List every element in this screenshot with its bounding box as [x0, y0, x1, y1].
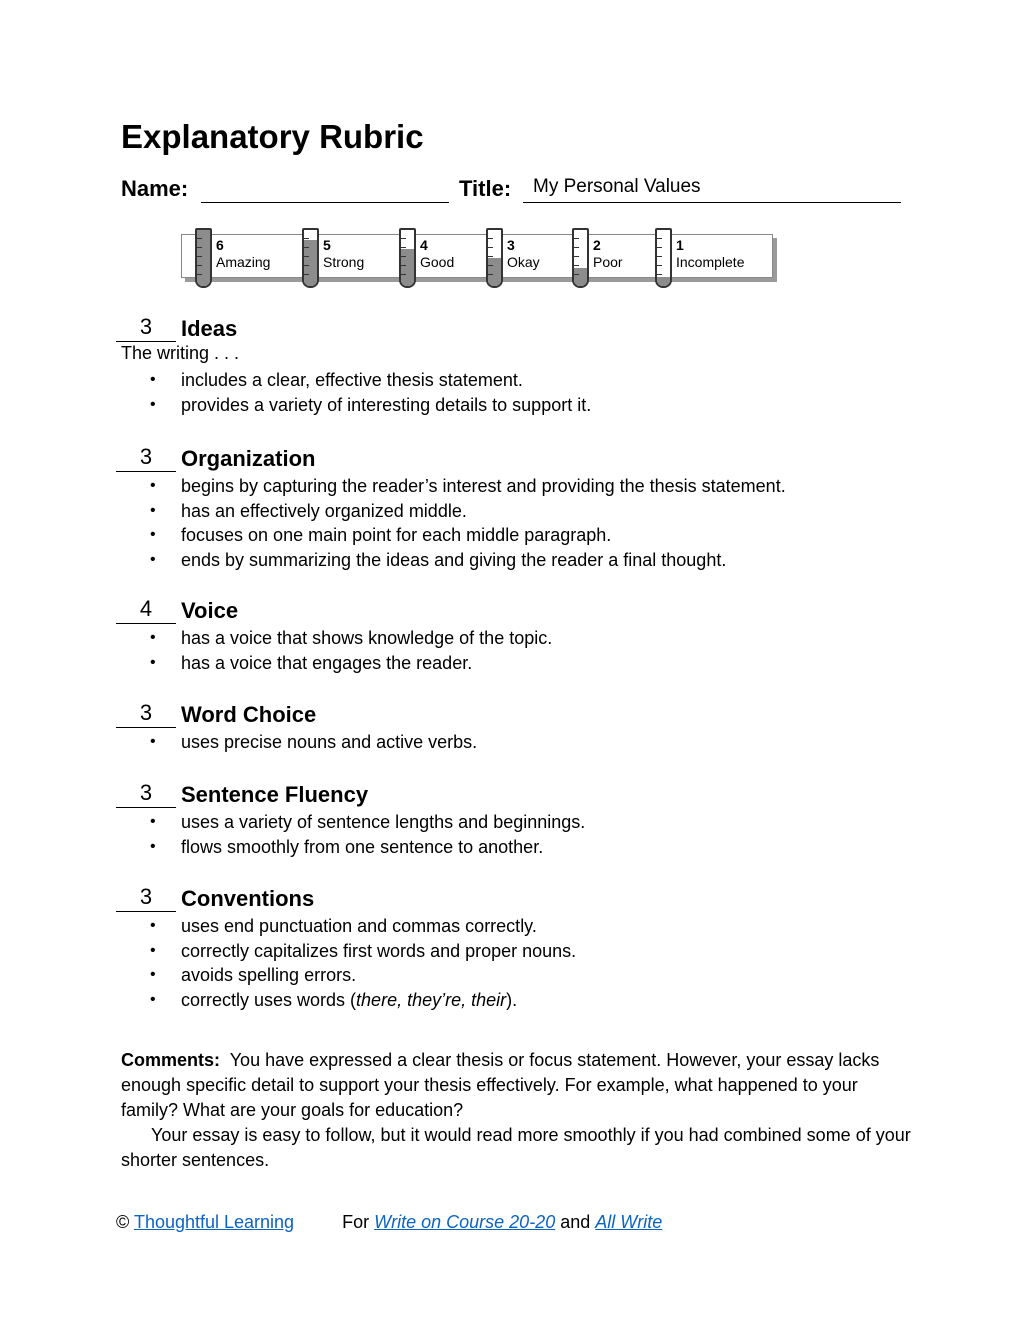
thermometer-icon: [655, 228, 672, 288]
rating-number: 4: [420, 237, 428, 253]
title-field[interactable]: [523, 202, 901, 203]
criteria-item: [116, 939, 576, 964]
all-write-link[interactable]: All Write: [595, 1212, 663, 1232]
criteria-text: has a voice that shows knowledge of the topic.: [181, 628, 553, 648]
criteria-text-before: correctly uses words (: [181, 989, 357, 1010]
trait-title: Ideas: [181, 316, 238, 341]
thermometer-icon: [399, 228, 416, 288]
bullet-icon: •: [150, 733, 156, 750]
bullet-icon: •: [150, 990, 156, 1008]
criteria-text: provides a variety of interesting details to support it.: [181, 394, 592, 415]
rating-level: [507, 237, 540, 271]
criteria-text: uses precise nouns and active verbs.: [181, 732, 478, 752]
rating-scale: [181, 228, 781, 290]
criteria-list: [116, 626, 552, 675]
criteria-list: [116, 730, 477, 755]
footer-for-text: For: [342, 1212, 370, 1232]
bullet-icon: •: [150, 837, 156, 855]
rating-label: Okay: [507, 254, 540, 270]
criteria-text: uses a variety of sentence lengths and beginnings.: [181, 812, 586, 832]
criteria-item: [116, 835, 585, 860]
rating-label: Incomplete: [676, 254, 745, 270]
criteria-text: flows smoothly from one sentence to another.: [181, 836, 544, 857]
footer: [116, 1212, 662, 1233]
trait-title: Sentence Fluency: [181, 782, 369, 807]
bullet-icon: •: [150, 371, 156, 388]
bullet-icon: •: [150, 629, 156, 646]
thermometer-icon: [486, 228, 503, 288]
bullet-icon: •: [150, 917, 156, 934]
rating-level: [420, 237, 454, 271]
rating-level: [216, 237, 270, 271]
criteria-item: [116, 368, 591, 393]
title-value: My Personal Values: [533, 176, 701, 197]
criteria-text: ends by summarizing the ideas and giving the reader a final thought.: [181, 549, 727, 570]
criteria-item: [116, 523, 786, 548]
criteria-item: [116, 499, 786, 524]
bullet-icon: •: [150, 653, 156, 671]
criteria-text-after: ).: [506, 989, 518, 1010]
criteria-text: focuses on one main point for each middle paragraph.: [181, 525, 612, 546]
name-label: Name:: [121, 176, 189, 201]
criteria-text-italic: there, they’re, their: [356, 989, 507, 1010]
rating-label: Amazing: [216, 254, 271, 270]
bullet-icon: •: [150, 501, 156, 519]
score-field[interactable]: 3: [116, 443, 176, 472]
rating-level: [593, 237, 623, 271]
criteria-item: [116, 548, 786, 573]
title-label: Title:: [459, 176, 512, 201]
rating-level: [676, 237, 744, 271]
trait-title: Organization: [181, 446, 316, 471]
score-field[interactable]: 3: [116, 779, 176, 808]
criteria-list: [116, 474, 786, 572]
page-title: Explanatory Rubric: [121, 118, 424, 155]
comments-text-1: You have expressed a clear thesis or focus statement. However, your essay lacks enough specific detail to support your thesis effectively. For example, what happened to your family? What are your goals for education?: [121, 1050, 880, 1120]
score-field[interactable]: 4: [116, 595, 176, 624]
criteria-list: [116, 810, 585, 859]
thoughtful-learning-link[interactable]: Thoughtful Learning: [133, 1212, 295, 1232]
bullet-icon: •: [150, 966, 156, 984]
comments-block: [121, 1048, 911, 1173]
footer-and-text: and: [560, 1212, 591, 1232]
bullet-icon: •: [150, 395, 156, 413]
comments-paragraph-1: [121, 1048, 911, 1123]
criteria-item: [116, 810, 585, 835]
trait-intro: The writing . . .: [121, 343, 240, 363]
copyright-symbol: ©: [116, 1212, 130, 1232]
score-field[interactable]: 3: [116, 313, 176, 342]
comments-paragraph-2: Your essay is easy to follow, but it would read more smoothly if you had combined some of your shorter sentences.: [121, 1125, 911, 1170]
criteria-text: has a voice that engages the reader.: [181, 652, 473, 673]
bullet-icon: •: [150, 550, 156, 568]
trait-title: Voice: [181, 598, 239, 623]
criteria-text: uses end punctuation and commas correctly.: [181, 916, 537, 936]
criteria-item: [116, 988, 576, 1013]
criteria-text: correctly capitalizes first words and proper nouns.: [181, 940, 577, 961]
name-title-row: [121, 174, 901, 208]
criteria-item: [116, 914, 576, 939]
trait-title: Conventions: [181, 886, 315, 911]
criteria-item: [116, 651, 552, 676]
bullet-icon: •: [150, 813, 156, 830]
thermometer-icon: [195, 228, 212, 288]
comments-label: Comments:: [121, 1050, 221, 1070]
criteria-list: [116, 914, 576, 1012]
rating-label: Poor: [593, 254, 623, 270]
bullet-icon: •: [150, 526, 156, 544]
criteria-text: includes a clear, effective thesis statement.: [181, 370, 523, 390]
criteria-text: has an effectively organized middle.: [181, 500, 467, 521]
criteria-item: [116, 626, 552, 651]
rating-number: 1: [676, 237, 684, 253]
bullet-icon: •: [150, 941, 156, 959]
criteria-text: avoids spelling errors.: [181, 965, 357, 986]
criteria-text: begins by capturing the reader’s interest and providing the thesis statement.: [181, 476, 786, 496]
criteria-item: [116, 963, 576, 988]
rating-label: Strong: [323, 254, 365, 270]
rating-number: 3: [507, 237, 515, 253]
criteria-item: [116, 393, 591, 418]
thermometer-icon: [572, 228, 589, 288]
trait-title: Word Choice: [181, 702, 317, 727]
thermometer-icon: [302, 228, 319, 288]
criteria-list: [116, 368, 591, 417]
rating-number: 5: [323, 237, 331, 253]
write-on-course-link[interactable]: Write on Course 20-20: [374, 1212, 556, 1232]
rating-number: 6: [216, 237, 224, 253]
score-field[interactable]: 3: [116, 699, 176, 728]
score-field[interactable]: 3: [116, 883, 176, 912]
criteria-item: [116, 730, 477, 755]
bullet-icon: •: [150, 477, 156, 494]
rating-label: Good: [420, 254, 455, 270]
rating-number: 2: [593, 237, 601, 253]
rating-level: [323, 237, 364, 271]
criteria-item: [116, 474, 786, 499]
name-field[interactable]: [201, 202, 449, 203]
